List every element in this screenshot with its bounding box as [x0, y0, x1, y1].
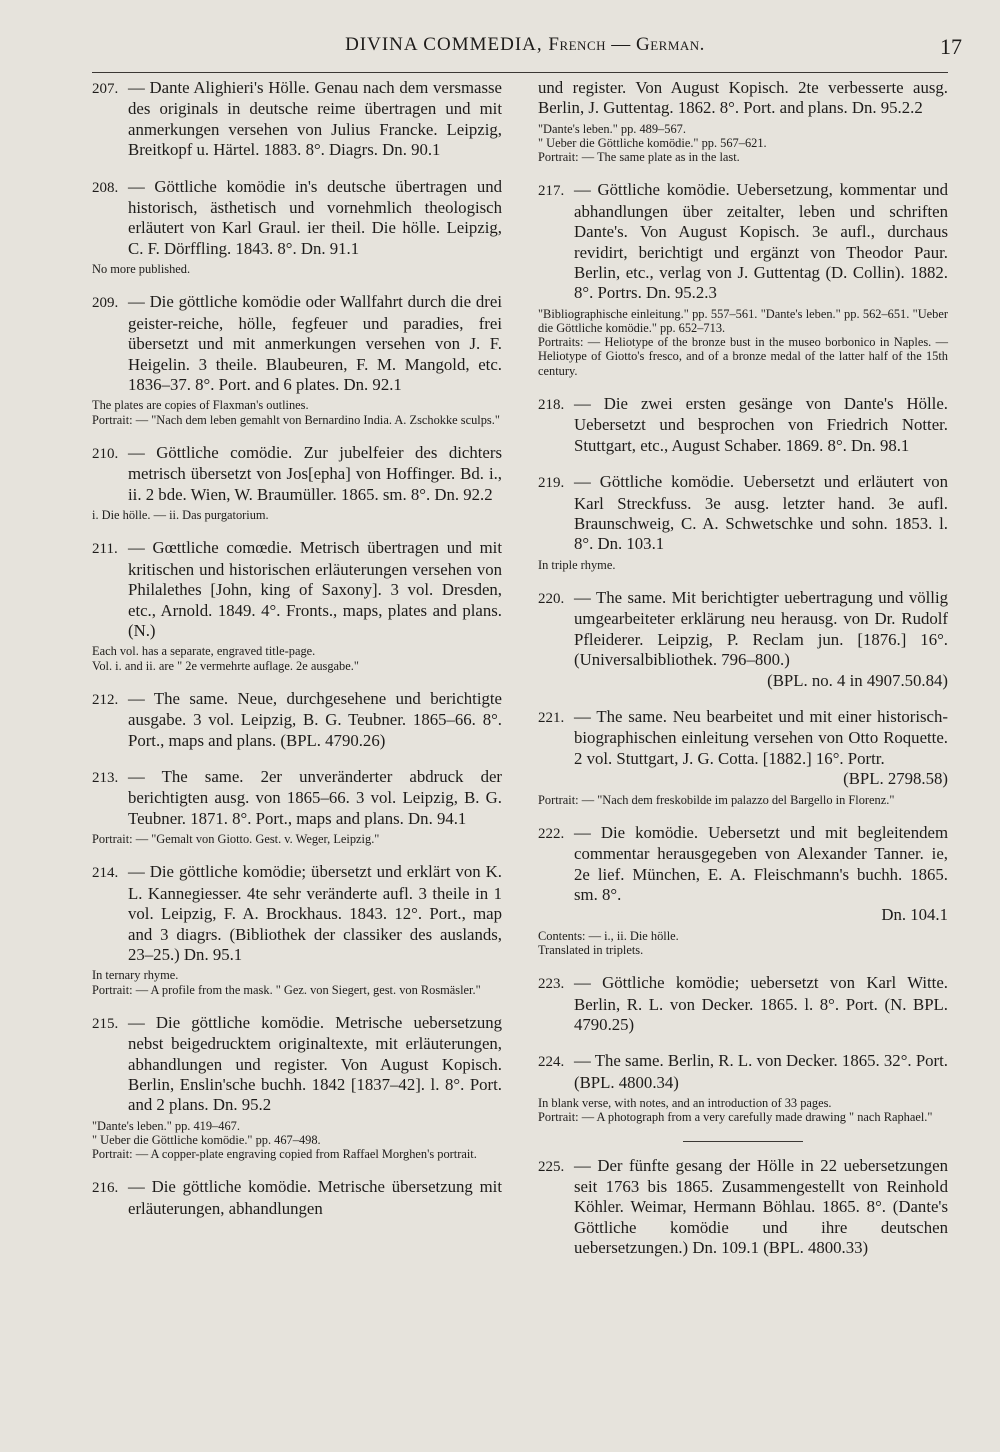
- entry-note: Vol. i. and ii. are " 2e vermehrte auflage. 2e ausgabe.": [92, 658, 359, 673]
- left-column: [92, 78, 502, 1235]
- page-number: 17: [940, 34, 962, 59]
- entry-note: " Ueber die Göttliche komödie." pp. 467–498.: [92, 1133, 321, 1148]
- entry-text: [538, 707, 948, 769]
- entry-notes: [538, 307, 948, 378]
- catalog-entry: [538, 394, 948, 456]
- entry-note: Each vol. has a separate, engraved title-page.: [92, 644, 316, 659]
- entry-body: — Die göttliche komödie. Metrische übersetzung mit erläuterungen, abhandlungen: [128, 1177, 502, 1218]
- entry-text: [92, 1013, 502, 1116]
- catalog-entry: [538, 1051, 948, 1124]
- catalog-entry: [92, 177, 502, 277]
- entry-body: — The same. Neue, durchgesehene und berichtigte ausgabe. 3 vol. Leipzig, B. G. Teubner. 1865–66. 8°. Port., maps and plans. (BPL. 4790.26): [128, 688, 502, 750]
- entry-body: und register. Von August Kopisch. 2te verbesserte ausg. Berlin, J. Guttentag. 1862. 8°. Port. and plans. Dn. 95.2.2: [538, 78, 948, 118]
- entry-number: 211.: [92, 541, 118, 558]
- entry-note: Portrait: — The same plate as in the last.: [538, 150, 740, 165]
- entry-text: [92, 1177, 502, 1219]
- entry-notes: [92, 1119, 502, 1162]
- entry-note: "Bibliographische einleitung." pp. 557–561. "Dante's leben." pp. 562–651. "Ueber die Göttliche komödie." pp. 652–713.: [538, 306, 948, 336]
- entry-body: — Die zwei ersten gesänge von Dante's Hölle. Uebersetzt und besprochen von Friedrich Notter. Stuttgart, etc., August Schaber. 1869. 8°. Dn. 98.1: [574, 393, 948, 455]
- entry-note: Portraits: — Heliotype of the bronze bust in the museo borbonico in Naples. — Heliotype of Giotto's fresco, and of a bronze medal of the latter half of the 15th century.: [538, 335, 948, 378]
- entry-note: In blank verse, with notes, and an introduction of 33 pages.: [538, 1096, 832, 1111]
- entry-note: No more published.: [92, 262, 191, 277]
- entry-text: [538, 973, 948, 1035]
- entry-body: — Dante Alighieri's Hölle. Genau nach dem versmasse des originals in deutsche reime übertragen und mit anmerkungen versehen von Julius Francke. Leipzig, Breitkopf u. Härtel. 1883. 8°. Diagrs. Dn. 90.1: [128, 78, 502, 160]
- entry-body: — The same. 2er unveränderter abdruck der berichtigten ausg. von 1865–66. 3 vol. Leipzig, B. G. Teubner. 1871. 8°. Port., maps and plans. Dn. 94.1: [128, 766, 502, 828]
- entry-notes: [92, 398, 502, 426]
- catalog-entry: [538, 78, 948, 164]
- entry-text: [538, 472, 948, 555]
- entry-note: Portrait: — A copper-plate engraving copied from Raffael Morghen's portrait.: [92, 1147, 477, 1162]
- entry-note: In triple rhyme.: [538, 557, 616, 572]
- catalog-entry: [538, 707, 948, 807]
- catalog-entry: [92, 767, 502, 846]
- entry-text: [92, 78, 502, 161]
- entry-notes: [538, 793, 948, 807]
- entry-number: 221.: [538, 709, 565, 726]
- entry-number: 216.: [92, 1180, 119, 1197]
- entry-text: [538, 78, 948, 119]
- entry-body: — The same. Berlin, R. L. von Decker. 1865. 32°. Port. (BPL. 4800.34): [574, 1051, 948, 1092]
- entry-note: The plates are copies of Flaxman's outlines.: [92, 398, 309, 413]
- entry-number: 220.: [538, 590, 565, 607]
- entry-note: "Dante's leben." pp. 489–567.: [538, 121, 686, 136]
- entry-body: — Die komödie. Uebersetzt und mit begleitendem commentar herausgegeben von Alexander Tanner. ie, 2e lief. München, E. A. Fleischmann's buchh. 1865. sm. 8°.: [574, 822, 948, 904]
- catalog-entry: [538, 823, 948, 957]
- entry-text: [538, 180, 948, 303]
- shelf-mark: (BPL. 2798.58): [843, 769, 948, 789]
- entry-number: 215.: [92, 1015, 119, 1032]
- entry-text: [92, 177, 502, 260]
- entry-notes: [92, 832, 502, 846]
- entry-number: 214.: [92, 865, 119, 882]
- entry-note: Portrait: — "Nach dem leben gemahlt von Bernardino India. A. Zschokke sculps.": [92, 412, 500, 427]
- entry-body: — Die göttliche komödie. Metrische uebersetzung nebst beigedrucktem originaltexte, mit erläuterungen, abhandlungen und register. Von August Kopisch. Berlin, Enslin'sche buchh. 1842 [1837–42]. l. 8°. Port. and 2 plans. Dn. 95.2: [128, 1012, 502, 1115]
- entry-body: — Die göttliche komödie; übersetzt und erklärt von K. L. Kannegiesser. 4te sehr veränderte aufl. 3 theile in 1 vol. Leipzig, F. A. Brockhaus. 1843. 12°. Port., map and 3 diagrs. (Bibliothek der classiker des auslands, 23–25.) Dn. 95.1: [128, 862, 502, 965]
- entry-body: — Göttliche komödie. Uebersetzung, kommentar und abhandlungen über zeitalter, leben und schriften Dante's. Von August Kopisch. 3e aufl., durchaus revidirt, berichtigt und ergänzt von Theodor Paur. Berlin, etc., verlag von J. Guttentag (D. Collin). 1882. 8°. Portrs. Dn. 95.2.3: [574, 180, 948, 303]
- entry-number: 223.: [538, 976, 565, 993]
- entry-body: — Gœttliche comœdie. Metrisch übertragen und mit kritischen und historischen erläuterungen versehen von Philalethes [John, king of Saxony]. 3 vol. Dresden, etc., Arnold. 1849. 4°. Fronts., maps, plates and plans. (N.): [128, 538, 502, 640]
- catalog-entry: [92, 689, 502, 751]
- entry-text: [538, 1051, 948, 1093]
- running-head: [90, 34, 960, 56]
- running-head-title: DIVINA COMMEDIA,: [345, 34, 543, 55]
- catalog-entry: [538, 472, 948, 572]
- entry-number: 209.: [92, 295, 119, 312]
- catalog-entry: [92, 443, 502, 522]
- right-column: [538, 78, 948, 1275]
- catalog-entry: [92, 1013, 502, 1162]
- entry-number: 225.: [538, 1158, 565, 1175]
- entry-notes: [538, 929, 948, 957]
- entry-number: 212.: [92, 691, 119, 708]
- entry-notes: [92, 508, 502, 522]
- entry-number: 213.: [92, 769, 119, 786]
- entry-number: 222.: [538, 825, 565, 842]
- entry-body: — Der fünfte gesang der Hölle in 22 uebersetzungen seit 1763 bis 1865. Zusammengestellt von Reinhold Köhler. Weimar, Hermann Böhlau. 1865. 8°. (Dante's Göttliche komödie und ihre deutschen uebersetzungen.) Dn. 109.1 (BPL. 4800.33): [574, 1155, 948, 1258]
- catalog-entry: [538, 588, 948, 691]
- entry-notes: [92, 968, 502, 996]
- entry-text: [92, 292, 502, 395]
- entry-text: [538, 588, 948, 671]
- entry-text: [92, 538, 502, 641]
- catalog-entry: [538, 1156, 948, 1259]
- catalog-entry: [92, 1177, 502, 1219]
- entry-number: 210.: [92, 445, 119, 462]
- catalog-entry: [538, 973, 948, 1035]
- entry-body: — The same. Mit berichtigter uebertragung und völlig umgearbeiteter erklärung neu herausg. von Dr. Rudolf Pfleiderer. Leipzig, P. Reclam jun. [1876.] 16°. (Universalbibliothek. 796–800.): [574, 587, 948, 670]
- entry-notes: [92, 262, 502, 276]
- entry-body: — Göttliche comödie. Zur jubelfeier des dichters metrisch übersetzt von Jos[epha] von Hoffinger. Bd. i., ii. 2 bde. Wien, W. Braumüller. 1865. sm. 8°. Dn. 92.2: [128, 442, 502, 504]
- entry-note: Contents: — i., ii. Die hölle.: [538, 928, 679, 943]
- entry-number: 207.: [92, 81, 119, 97]
- entry-number: 208.: [92, 179, 119, 196]
- entry-number: 224.: [538, 1054, 565, 1071]
- entry-text: [92, 443, 502, 505]
- entry-number: 218.: [538, 396, 565, 413]
- entry-text: [92, 767, 502, 829]
- catalog-entry: [92, 538, 502, 672]
- catalog-entry: [92, 292, 502, 426]
- entry-note: Portrait: — "Gemalt von Giotto. Gest. v. Weger, Leipzig.": [92, 832, 380, 847]
- entry-text: [538, 394, 948, 456]
- entry-body: — Göttliche komödie in's deutsche übertragen und historisch, ästhetisch und vornehmlich theologisch erläutert von Karl Graul. ier theil. Die hölle. Leipzig, C. F. Dörffling. 1843. 8°. Dn. 91.1: [128, 176, 502, 258]
- entry-note: i. Die hölle. — ii. Das purgatorium.: [92, 508, 269, 523]
- shelf-mark: Dn. 104.1: [881, 905, 948, 925]
- entry-text: [538, 1156, 948, 1259]
- entry-note: Portrait: — A profile from the mask. " Gez. von Siegert, gest. von Rosmäsler.": [92, 982, 481, 997]
- entry-text: [92, 862, 502, 965]
- entry-notes: [538, 1096, 948, 1124]
- entry-text: [538, 823, 948, 906]
- entry-body: — Die göttliche komödie oder Wallfahrt durch die drei geister-reiche, hölle, fegfeuer und paradies, frei übersetzt und mit anmerkungen versehen von J. F. Heigelin. 3 theile. Blaubeuren, F. M. Mangold, etc. 1836–37. 8°. Port. and 6 plates. Dn. 92.1: [128, 292, 502, 395]
- entry-note: " Ueber die Göttliche komödie." pp. 567–621.: [538, 136, 767, 151]
- running-head-subtitle: French — German.: [548, 34, 705, 55]
- entry-note: Portrait: — "Nach dem freskobilde im palazzo del Bargello in Florenz.": [538, 792, 895, 807]
- header-rule: [92, 72, 948, 73]
- entry-body: — Göttliche komödie; uebersetzt von Karl Witte. Berlin, R. L. von Decker. 1865. l. 8°. Port. (N. BPL. 4790.25): [574, 973, 948, 1035]
- entry-body: — Göttliche komödie. Uebersetzt und erläutert von Karl Streckfuss. 3e ausg. letzter hand. 3e aufl. Braunschweig, C. A. Schwetschke und sohn. 1853. l. 8°. Dn. 103.1: [574, 472, 948, 554]
- entry-number: 219.: [538, 475, 565, 492]
- entry-text: [92, 689, 502, 751]
- section-rule: [683, 1141, 803, 1142]
- entry-note: "Dante's leben." pp. 419–467.: [92, 1118, 240, 1133]
- entry-notes: [92, 644, 502, 672]
- entry-number: 217.: [538, 183, 565, 200]
- entry-note: Portrait: — A photograph from a very carefully made drawing " nach Raphael.": [538, 1110, 933, 1125]
- catalog-entry: [92, 862, 502, 996]
- entry-note: Translated in triplets.: [538, 943, 644, 958]
- catalog-entry: [538, 180, 948, 377]
- catalog-entry: [92, 78, 502, 161]
- entry-body: — The same. Neu bearbeitet und mit einer historisch-biographischen einleitung versehen von Otto Roquette. 2 vol. Stuttgart, J. G. Cotta. [1882.] 16°. Portr.: [574, 706, 948, 768]
- entry-notes: [538, 122, 948, 165]
- entry-note: In ternary rhyme.: [92, 968, 179, 983]
- entry-notes: [538, 558, 948, 572]
- shelf-mark: (BPL. no. 4 in 4907.50.84): [767, 670, 948, 690]
